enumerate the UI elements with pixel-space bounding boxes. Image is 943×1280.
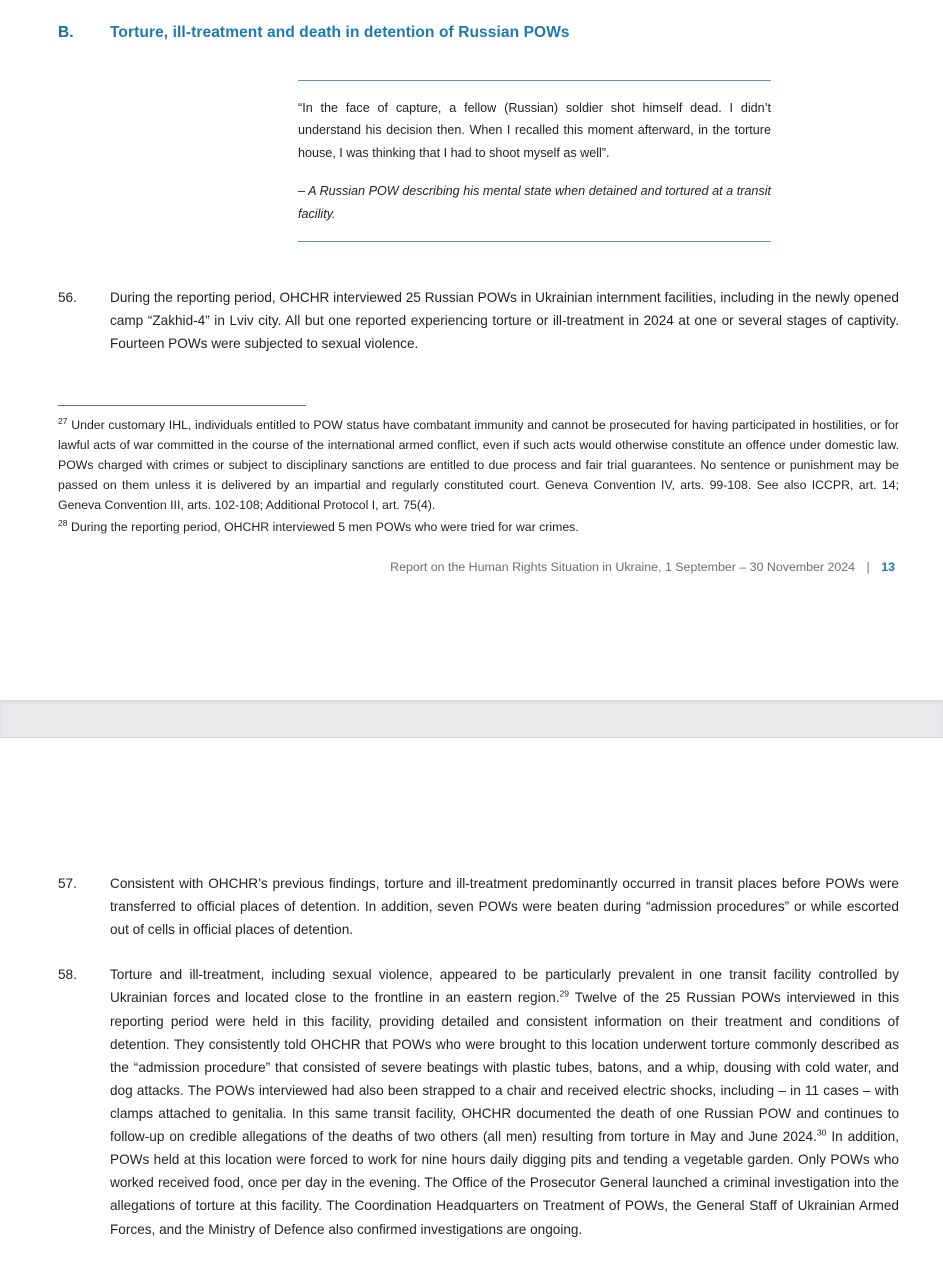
section-letter: B. xyxy=(58,24,74,41)
footnote-text: Under customary IHL, individuals entitled to POW status have combatant immunity and cannot be prosecuted for having participated in hostilities, or for lawful acts of war committed in the course of the international armed conflict, even if such acts would otherwise constitute an offence under domestic law. POWs charged with crimes or subject to disciplinary sanctions are entitled to due process and fair trial guarantees. No sentence or punishment may be passed on them unless it is delivered by an impartial and regularly constituted court. Geneva Convention IV, arts. 99-108. See also ICCPR, art. 14; Geneva Convention III, arts. 102-108; Additional Protocol I, art. 75(4). xyxy=(58,418,899,512)
paragraph-text: During the reporting period, OHCHR interviewed 25 Russian POWs in Ukrainian internment facilities, including in the newly opened camp “Zakhid-4” in Lviv city. All but one reported experiencing torture or ill-treatment in 2024 at one or several stages of captivity. Fourteen POWs were subjected to sexual violence. xyxy=(110,290,899,352)
page-break-band xyxy=(0,700,943,738)
footer-page-number: 13 xyxy=(881,559,895,574)
paragraph-text: Consistent with OHCHR’s previous findings, torture and ill-treatment predominantly occurred in transit places before POWs were transferred to official places of detention. In addition, seven POWs were beaten during “admission procedures” or while escorted out of cells in official places of detention. xyxy=(110,876,899,938)
footnote-marker: 27 xyxy=(58,416,68,427)
quote-bottom-rule xyxy=(298,241,771,242)
paragraph-58 xyxy=(0,963,943,1240)
footer-separator: | xyxy=(866,559,870,574)
paragraph-number: 58. xyxy=(58,967,77,983)
section-title: Torture, ill-treatment and death in detention of Russian POWs xyxy=(110,24,570,41)
footnote-separator-rule xyxy=(58,405,306,406)
quote-text: “In the face of capture, a fellow (Russian) soldier shot himself dead. I didn’t understand his decision then. When I recalled this moment afterward, in the torture house, I was thinking that I had to shoot myself as well”. xyxy=(298,101,771,160)
footer-report-title: Report on the Human Rights Situation in Ukraine, 1 September – 30 November 2024 xyxy=(390,559,856,574)
paragraph-56 xyxy=(0,286,943,355)
quote-attribution: – A Russian POW describing his mental state when detained and tortured at a transit facility. xyxy=(298,184,771,221)
paragraph-number: 57. xyxy=(58,876,77,891)
paragraph-text xyxy=(110,963,899,1240)
pull-quote xyxy=(0,80,943,242)
paragraph-number: 56. xyxy=(58,290,77,306)
footnote-text: During the reporting period, OHCHR interviewed 5 men POWs who were tried for war crimes. xyxy=(67,519,579,534)
paragraph-text-part-2: Twelve of the 25 Russian POWs interviewed in this reporting period were held in this facility, providing detailed and consistent information on their treatment and conditions of detention. They consistently told OHCHR that POWs who were brought to this location underwent torture commonly described as the “admission procedure” that consisted of severe beatings with plastic tubes, batons, and a whip, dousing with cold water, and dog attacks. The POWs interviewed had also been strapped to a chair and received electric shocks, including – in 11 cases – with clamps attached to genitalia. In this same transit facility, OHCHR documented the death of one Russian POW and continues to follow-up on credible allegations of the deaths of two others (all men) resulting from torture in May and June 2024. xyxy=(110,990,899,1145)
section-heading xyxy=(0,24,943,42)
footnotes xyxy=(0,405,943,537)
paragraph-text-part-1: Torture and ill-treatment, including sexual violence, appeared to be particularly prevalent in one transit facility controlled by Ukrainian forces and located close to the frontline in an eastern region. xyxy=(110,967,899,1006)
document-page-14 xyxy=(0,738,943,1241)
footnote-27 xyxy=(58,416,899,516)
footnote-reference-30: 30 xyxy=(816,1127,827,1138)
paragraph-text-part-3: In addition, POWs held at this location were forced to work for nine hours daily digging pits and tending a vegetable garden. Only POWs who worked received food, once per day in the evening. The Office of the Prosecutor General launched a criminal investigation into the allegations of torture at this facility. The Coordination Headquarters on Treatment of POWs, the General Staff of Ukrainian Armed Forces, and the Ministry of Defence also confirmed investigations are ongoing. xyxy=(110,1129,899,1237)
footnote-marker: 28 xyxy=(58,517,68,528)
footnote-reference-29: 29 xyxy=(559,988,570,999)
paragraph-57 xyxy=(0,872,943,941)
page-footer xyxy=(0,560,943,574)
footnote-28 xyxy=(58,518,899,538)
